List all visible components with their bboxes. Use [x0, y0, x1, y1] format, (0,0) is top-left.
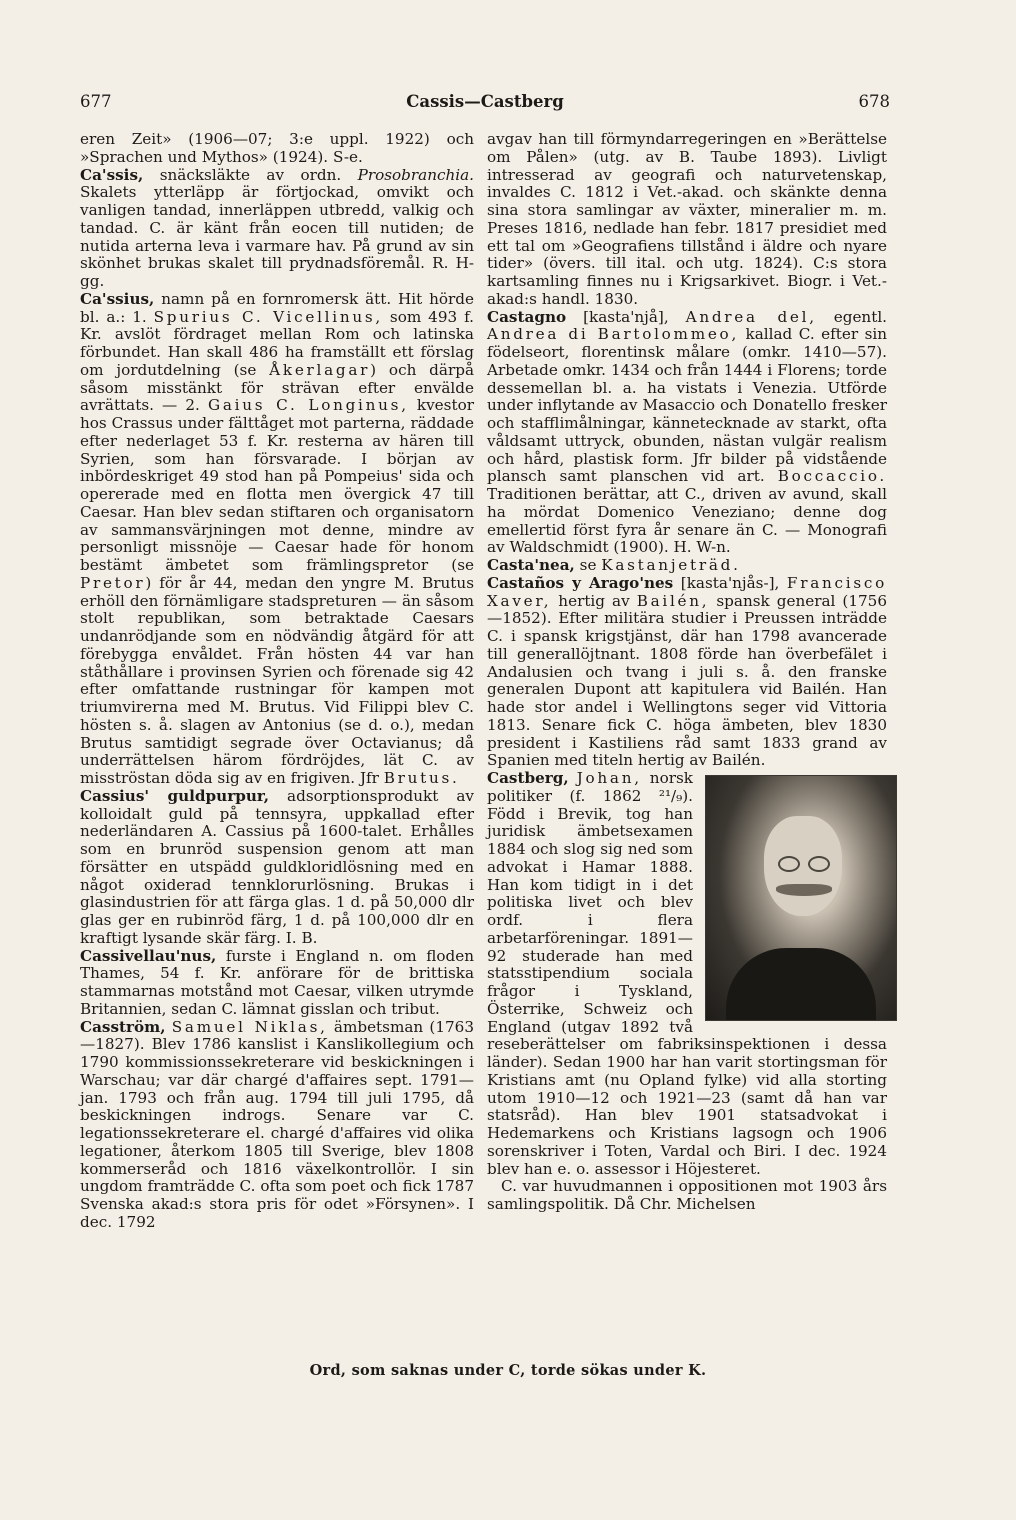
page-header	[80, 92, 890, 116]
entry-castberg: Castberg, Johan, norsk politiker (f. 1862 ²¹/₉). Född i Brevik, tog han juridisk ämbetsexamen 1884 och slog sig ned som advokat i Hamar 1888. Han kom tidigt in i det politiska livet och blev ordf. i flera arbetarföreningar. 1891—92 studerade han med statsstipendium sociala frågor i Tyskland, Österrike, Schweiz och England (utgav 1892 två reseberättelser om fabriksinspektionen i dessa länder). Sedan 1900 har han varit stortingsman för Kristians amt (nu Opland fylke) vid alla storting utom 1910—12 och 1921—23 (samt då han var statsråd). Han blev 1901 statsadvokat i Hedemarkens och Kristians lagsogn och 1906 sorenskriver i Toten, Vardal och Biri. I dec. 1924 blev han e. o. assessor i Höjesteret.	[487, 770, 887, 1178]
headword: Castagno	[487, 307, 567, 326]
portrait-photo	[705, 775, 897, 1021]
entry-castagno: Castagno [kasta'njå], Andrea del, egentl. Andrea di Bartolommeo, kallad C. efter sin födelseort, florentinsk målare (omkr. 1410—57). Arbetade omkr. 1434 och från 1444 i Florens; torde dessemellan bl. a. ha vistats i Venezia. Utförde under inflytande av Masaccio och Donatello fresker och stafflimålningar, kännetecknade av starkt, ofta våldsamt uttryck, obunden, nästan vulgär realism och hård, plastisk form. Jfr bilder på vidstående plansch samt planschen vid art. Boccaccio. Traditionen berättar, att C., driven av avund, skall ha mördat Domenico Veneziano; denne dog emellertid först fyra år senare än C. — Monografi av Waldschmidt (1900). H. W-n.	[487, 307, 888, 557]
entry-casstrom: Casström, Samuel Niklas, ämbetsman (1763—1827). Blev 1786 kanslist i Kanslikollegium och 1790 kommissionssekreterare vid beskickningen i Warschau; var där chargé d'affaires sept. 1791—jan. 1793 och från aug. 1794 till juli 1795, då beskickningen indrogs. Senare var C. legationssekreterare el. chargé d'affaires vid olika legationer, återkom 1805 till Sverige, blev 1808 kommerseråd och 1816 växelkontrollör. I sin ungdom framträdde C. ofta som poet och fick 1787 Svenska akad:s stora pris för odet »Försynen». I dec. 1792	[80, 1017, 474, 1231]
cross-reference: Brutus.	[383, 769, 460, 787]
headword: Cassius' guldpurpur,	[80, 786, 270, 805]
left-column	[80, 131, 474, 1232]
page-number-right: 678	[858, 92, 890, 111]
paragraph: C. var huvudmannen i oppositionen mot 1903 års samlingspolitik. Då Chr. Michelsen	[487, 1177, 887, 1213]
headword: Casström,	[80, 1017, 166, 1036]
entry-cassius-guldpurpur: Cassius' guldpurpur, adsorptionsprodukt av kolloidalt guld på tennsyra, uppkallad efter nederländaren A. Cassius på 1600-talet. Erhålles som en brunröd suspension genom att man försätter en utspädd guldkloridlösning med en något oxiderad tennklorurlösning. Brukas i glasindustrien för att färga glas. 1 d. på 50,000 dlr glas ger en rubinröd färg, 1 d. på 100,000 dlr en kraftigt lysande skär färg. I. B.	[80, 786, 474, 947]
page-number-left: 677	[80, 92, 112, 111]
continuation-paragraph: avgav han till förmyndarregeringen en »Berättelse om Pålen» (utg. av B. Taube 1893). Livligt intresserad av geografi och naturvetenskap, invaldes C. 1812 i Vet.-akad. och skänkte denna sina stora samlingar av växter, mineralier m. m. Preses 1816, nedlade han febr. 1817 presidiet med ett tal om »Geografiens tillstånd i äldre och nyare tider» (övers. till ital. och utg. 1824). C:s stora kartsamling finnes nu i Krigsarkivet. Biogr. i Vet.-akad:s handl. 1830.	[487, 130, 887, 308]
entry-castanea: Casta'nea, se Kastanjeträd.	[487, 556, 741, 574]
cross-reference: Kastanjeträd.	[601, 556, 741, 574]
cross-reference: Boccaccio.	[777, 467, 887, 486]
entry-cassis: Ca'ssis, snäcksläkte av ordn. Prosobranchia. Skalets ytterläpp är förtjockad, omvikt och vanligen tandad, innerläppen utbredd, valkig och tandad. C. är känt från eocen till nutiden; de nutida arterna leva i varmare hav. På grund av sin skönhet brukas skalet till prydnadsföremål. R. H-gg.	[80, 165, 474, 290]
headword: Ca'ssius,	[80, 289, 155, 308]
headword: Castaños y Arago'nes	[487, 573, 674, 592]
entry-castanos: Castaños y Arago'nes [kasta'njås-], Francisco Xaver, hertig av Bailén, spansk general (1756—1852). Efter militära studier i Preussen inträdde C. i spansk krigstjänst, där han 1798 avancerade till generallöjtnant. 1808 förde han överbefälet i Andalusien och tvang i juli s. å. den franske generalen Dupont att kapitulera vid Bailén. Han hade stor andel i Wellingtons seger vid Vittoria 1813. Senare fick C. höga ämbeten, blev 1830 president i Kastiliens råd samt 1833 grand av Spanien med titeln hertig av Bailén.	[487, 573, 887, 770]
page-footer-note: Ord, som saknas under C, torde sökas under K.	[309, 1362, 707, 1379]
continuation-paragraph: eren Zeit» (1906—07; 3:e uppl. 1922) och »Sprachen und Mythos» (1924). S-e.	[80, 130, 474, 166]
headword: Ca'ssis,	[80, 165, 144, 184]
headword: Castberg,	[487, 769, 569, 787]
headword: Casta'nea,	[487, 556, 575, 574]
entry-cassius: Ca'ssius, namn på en fornromersk ätt. Hit hörde bl. a.: 1. Spurius C. Vicellinus, som 493 f. Kr. avslöt fördraget mellan Rom och latinska förbundet. Han skall 486 ha framställt ett förslag om jordutdelning (se Åkerlagar) och därpå såsom misstänkt för strävan efter envälde avrättats. — 2. Gaius C. Longinus, kvestor hos Crassus under fälttåget mot parterna, räddade efter nederlaget 53 f. Kr. resterna av hären till Syrien, som han försvarade. I början av inbördeskriget 49 stod han på Pompeius' sida och opererade med en flotta men övergick 47 till Caesar. Han blev sedan stiftaren och organisatorn av sammansvärjningen mot denne, mindre av personligt missnöje — Caesar hade för honom bestämt ämbetet som främlingspretor (se Pretor) för år 44, medan den yngre M. Brutus erhöll den förnämligare stadspreturen — än såsom stolt republikan, som betraktade Caesars undanrödjande som en nödvändig åtgärd för att förebygga envåldet. Från hösten 44 var han ståthållare i provinsen Syrien och förenade sig 42 efter omfattande rustningar för kampen mot triumvirerna med M. Brutus. Vid Filippi blev C. hösten s. å. slagen av Antonius (se d. o.), medan Brutus samtidigt segrade över Octavianus; då underrättelsen härom fördröjdes, lät C. av misströstan döda sig av en frigiven. Jfr Brutus.	[80, 289, 474, 787]
headword: Cassivellau'nus,	[80, 946, 217, 965]
entry-cassivellaunus: Cassivellau'nus, furste i England n. om floden Thames, 54 f. Kr. anförare för de brittiska stammarnas motstånd mot Caesar, vilken utrymde Britannien, sedan C. lämnat gisslan och tribut.	[80, 946, 474, 1018]
cross-reference: Pretor	[80, 573, 146, 592]
cross-reference: Åkerlagar	[269, 360, 371, 379]
running-title: Cassis—Castberg	[406, 92, 564, 111]
right-column	[487, 131, 887, 1214]
